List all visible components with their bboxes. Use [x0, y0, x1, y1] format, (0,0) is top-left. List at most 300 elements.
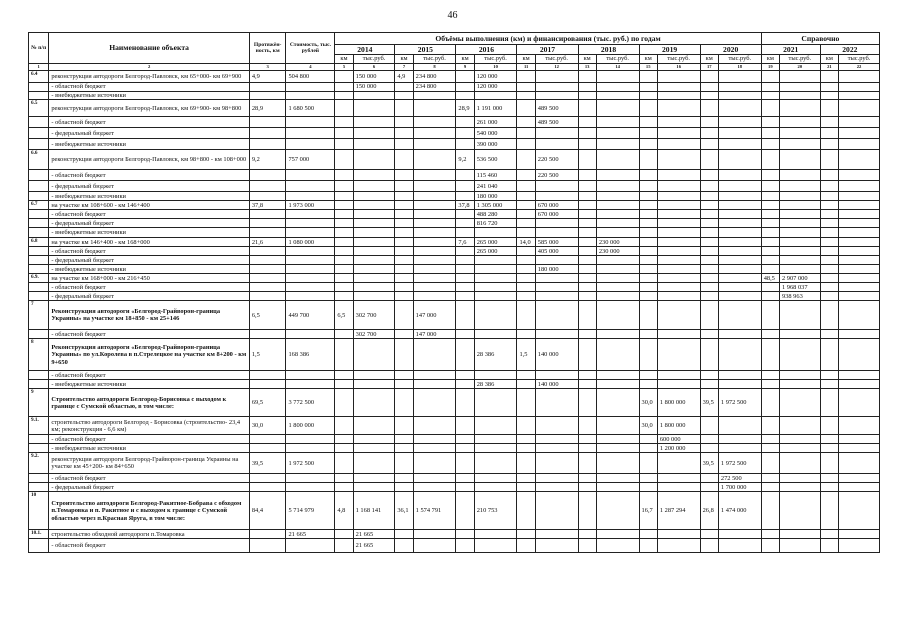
table-row	[29, 83, 880, 92]
value-cell: 150 000	[353, 71, 395, 83]
table-row	[29, 417, 880, 435]
object-name: - федеральный бюджет	[49, 292, 250, 301]
value-cell	[718, 256, 761, 265]
object-name: - внебюджетные источники	[49, 92, 250, 100]
object-name: - областной бюджет	[49, 371, 250, 380]
value-cell	[456, 247, 474, 256]
value-cell	[474, 92, 517, 100]
column-number: 8	[413, 64, 456, 71]
value-cell	[780, 492, 821, 530]
value-cell	[578, 330, 596, 339]
value-cell	[780, 238, 821, 247]
value-cell	[395, 128, 413, 139]
value-cell	[820, 389, 838, 417]
value-cell	[517, 100, 535, 117]
value-cell	[517, 71, 535, 83]
value-cell	[535, 530, 578, 539]
value-cell	[820, 128, 838, 139]
value-cell	[639, 117, 657, 128]
object-name: - областной бюджет	[49, 117, 250, 128]
value-cell	[249, 380, 286, 389]
object-name: - федеральный бюджет	[49, 128, 250, 139]
value-cell	[780, 228, 821, 238]
value-cell	[700, 219, 718, 228]
header-unit-rub-2015: тыс.руб.	[413, 55, 456, 64]
value-cell: 180 000	[474, 192, 517, 201]
value-cell: 1,5	[517, 339, 535, 371]
table-row	[29, 339, 880, 371]
table-row	[29, 492, 880, 530]
row-index	[29, 92, 49, 100]
value-cell	[718, 238, 761, 247]
value-cell	[639, 444, 657, 453]
value-cell	[639, 301, 657, 330]
value-cell	[474, 228, 517, 238]
header-length: Протяжён-ность, км	[249, 33, 286, 64]
value-cell	[413, 92, 456, 100]
page-number: 46	[447, 10, 458, 21]
value-cell	[596, 117, 639, 128]
value-cell	[761, 265, 779, 274]
value-cell	[761, 128, 779, 139]
value-cell	[474, 435, 517, 444]
object-name: Реконструкция автодороги «Белгород-Грайворон-граница Украины» на участке км 18+850 - км 25+146	[49, 301, 250, 330]
value-cell	[353, 210, 395, 219]
value-cell	[596, 181, 639, 192]
value-cell	[413, 192, 456, 201]
header-year-2021: 2021	[761, 45, 820, 55]
value-cell	[335, 117, 353, 128]
value-cell	[761, 389, 779, 417]
value-cell	[413, 238, 456, 247]
row-index	[29, 117, 49, 128]
value-cell	[353, 474, 395, 483]
value-cell	[517, 192, 535, 201]
object-name: - внебюджетные источники	[49, 139, 250, 150]
table-row	[29, 483, 880, 492]
value-cell	[395, 83, 413, 92]
value-cell: 489 500	[535, 117, 578, 128]
value-cell	[335, 150, 353, 170]
value-cell	[517, 247, 535, 256]
value-cell	[413, 139, 456, 150]
value-cell	[639, 150, 657, 170]
value-cell	[578, 417, 596, 435]
value-cell: 1 574 791	[413, 492, 456, 530]
row-index	[29, 256, 49, 265]
value-cell	[657, 283, 700, 292]
value-cell	[839, 474, 880, 483]
value-cell	[700, 150, 718, 170]
value-cell: 28,9	[456, 100, 474, 117]
value-cell	[700, 539, 718, 553]
value-cell	[335, 283, 353, 292]
value-cell	[535, 474, 578, 483]
column-number: 12	[535, 64, 578, 71]
value-cell	[286, 265, 335, 274]
value-cell	[353, 371, 395, 380]
value-cell	[335, 210, 353, 219]
object-name: - федеральный бюджет	[49, 181, 250, 192]
value-cell: 39,5	[700, 453, 718, 474]
value-cell	[249, 219, 286, 228]
value-cell	[353, 283, 395, 292]
value-cell	[335, 170, 353, 181]
object-name: - внебюджетные источники	[49, 380, 250, 389]
value-cell	[820, 380, 838, 389]
header-unit-rub-2022: тыс.руб.	[839, 55, 880, 64]
row-index	[29, 380, 49, 389]
object-name: реконструкция автодороги Белгород-Павловск, км 65+000- км 69+900	[49, 71, 250, 83]
value-cell: 26,8	[700, 492, 718, 530]
value-cell: 37,8	[249, 201, 286, 210]
value-cell	[700, 265, 718, 274]
table-row	[29, 330, 880, 339]
value-cell	[286, 283, 335, 292]
value-cell	[839, 339, 880, 371]
value-cell	[353, 170, 395, 181]
value-cell	[395, 301, 413, 330]
value-cell	[517, 483, 535, 492]
value-cell	[335, 83, 353, 92]
value-cell	[718, 117, 761, 128]
table-row	[29, 228, 880, 238]
value-cell: 1 305 000	[474, 201, 517, 210]
value-cell	[761, 228, 779, 238]
table-row	[29, 100, 880, 117]
value-cell	[700, 301, 718, 330]
value-cell	[780, 201, 821, 210]
value-cell	[335, 219, 353, 228]
column-number: 21	[820, 64, 838, 71]
value-cell: 140 000	[535, 380, 578, 389]
value-cell	[413, 117, 456, 128]
value-cell	[517, 492, 535, 530]
value-cell	[780, 530, 821, 539]
value-cell	[578, 492, 596, 530]
value-cell	[700, 371, 718, 380]
value-cell	[780, 417, 821, 435]
value-cell	[517, 274, 535, 283]
value-cell	[413, 128, 456, 139]
value-cell	[718, 201, 761, 210]
value-cell	[578, 100, 596, 117]
value-cell: 1 972 500	[718, 389, 761, 417]
value-cell	[639, 339, 657, 371]
value-cell	[820, 435, 838, 444]
value-cell	[335, 247, 353, 256]
value-cell	[335, 192, 353, 201]
value-cell	[353, 219, 395, 228]
header-unit-km-2016: км	[456, 55, 474, 64]
object-name: строительство автодороги Белгород - Борисовка (строительство- 23,4 км; реконструкция - 6,6 км)	[49, 417, 250, 435]
value-cell: 1 968 037	[780, 283, 821, 292]
value-cell: 180 000	[535, 265, 578, 274]
value-cell	[820, 530, 838, 539]
header-year-2017: 2017	[517, 45, 578, 55]
value-cell: 6,5	[335, 301, 353, 330]
value-cell	[535, 256, 578, 265]
value-cell	[657, 192, 700, 201]
column-number: 22	[839, 64, 880, 71]
value-cell	[578, 219, 596, 228]
value-cell: 1 800 000	[657, 389, 700, 417]
object-name: - федеральный бюджет	[49, 219, 250, 228]
value-cell	[718, 92, 761, 100]
value-cell	[839, 453, 880, 474]
value-cell	[517, 435, 535, 444]
value-cell	[578, 380, 596, 389]
value-cell	[820, 274, 838, 283]
value-cell: 14,0	[517, 238, 535, 247]
value-cell	[780, 453, 821, 474]
value-cell	[395, 100, 413, 117]
value-cell	[657, 474, 700, 483]
value-cell	[517, 530, 535, 539]
value-cell	[456, 283, 474, 292]
table-row	[29, 389, 880, 417]
value-cell	[639, 201, 657, 210]
value-cell	[517, 83, 535, 92]
value-cell	[395, 417, 413, 435]
value-cell	[761, 444, 779, 453]
column-number: 11	[517, 64, 535, 71]
value-cell	[596, 83, 639, 92]
table-row	[29, 71, 880, 83]
value-cell	[249, 265, 286, 274]
value-cell	[657, 238, 700, 247]
object-name: реконструкция автодороги Белгород-Павловск, км 98+800 - км 108+000	[49, 150, 250, 170]
column-number: 5	[335, 64, 353, 71]
value-cell	[718, 292, 761, 301]
value-cell	[839, 170, 880, 181]
value-cell	[657, 150, 700, 170]
value-cell	[639, 530, 657, 539]
value-cell	[413, 444, 456, 453]
value-cell	[596, 389, 639, 417]
table-row	[29, 530, 880, 539]
value-cell	[578, 92, 596, 100]
value-cell	[820, 492, 838, 530]
value-cell	[395, 483, 413, 492]
value-cell	[700, 83, 718, 92]
value-cell	[353, 247, 395, 256]
value-cell	[820, 150, 838, 170]
value-cell	[839, 274, 880, 283]
value-cell	[820, 139, 838, 150]
value-cell	[578, 265, 596, 274]
value-cell	[718, 150, 761, 170]
value-cell	[639, 71, 657, 83]
value-cell	[761, 181, 779, 192]
value-cell	[780, 117, 821, 128]
value-cell	[517, 371, 535, 380]
row-index	[29, 292, 49, 301]
value-cell	[335, 483, 353, 492]
value-cell	[761, 539, 779, 553]
table-row	[29, 301, 880, 330]
value-cell	[820, 238, 838, 247]
row-index: 6.7	[29, 201, 49, 210]
value-cell	[657, 128, 700, 139]
value-cell	[578, 339, 596, 371]
value-cell	[335, 201, 353, 210]
value-cell	[517, 283, 535, 292]
value-cell	[286, 139, 335, 150]
value-cell	[761, 474, 779, 483]
value-cell	[578, 274, 596, 283]
value-cell	[780, 219, 821, 228]
value-cell	[456, 228, 474, 238]
value-cell	[474, 274, 517, 283]
value-cell	[761, 256, 779, 265]
value-cell	[596, 210, 639, 219]
value-cell	[839, 71, 880, 83]
value-cell	[286, 92, 335, 100]
column-number: 20	[780, 64, 821, 71]
value-cell: 757 000	[286, 150, 335, 170]
value-cell	[780, 265, 821, 274]
value-cell: 816 720	[474, 219, 517, 228]
value-cell	[839, 92, 880, 100]
value-cell	[596, 417, 639, 435]
value-cell	[249, 435, 286, 444]
value-cell	[820, 117, 838, 128]
value-cell	[839, 139, 880, 150]
value-cell	[249, 330, 286, 339]
value-cell: 21,6	[249, 238, 286, 247]
value-cell	[535, 71, 578, 83]
value-cell	[249, 371, 286, 380]
value-cell	[839, 389, 880, 417]
value-cell	[639, 170, 657, 181]
value-cell	[700, 474, 718, 483]
value-cell	[780, 92, 821, 100]
value-cell	[639, 380, 657, 389]
value-cell	[413, 389, 456, 417]
value-cell	[718, 371, 761, 380]
value-cell	[413, 292, 456, 301]
value-cell	[718, 192, 761, 201]
value-cell	[456, 128, 474, 139]
value-cell	[353, 92, 395, 100]
object-name: Строительство автодороги Белгород-Ракитное-Бобрава с обходом п.Томаровка и п. Ракитное и с выходом к границе с Сумской областью через п.Красная Яруга, в том числе:	[49, 492, 250, 530]
value-cell	[535, 389, 578, 417]
value-cell	[335, 139, 353, 150]
value-cell	[639, 219, 657, 228]
value-cell	[395, 92, 413, 100]
table-row	[29, 117, 880, 128]
value-cell	[578, 483, 596, 492]
header-unit-rub-2014: тыс.руб.	[353, 55, 395, 64]
value-cell	[456, 417, 474, 435]
value-cell	[413, 483, 456, 492]
value-cell	[474, 483, 517, 492]
value-cell	[639, 181, 657, 192]
value-cell	[820, 83, 838, 92]
value-cell: 302 700	[353, 301, 395, 330]
value-cell	[413, 201, 456, 210]
value-cell	[596, 483, 639, 492]
value-cell	[639, 283, 657, 292]
value-cell: 21 665	[353, 539, 395, 553]
value-cell	[395, 339, 413, 371]
row-index	[29, 444, 49, 453]
value-cell	[780, 339, 821, 371]
value-cell	[535, 292, 578, 301]
value-cell	[839, 192, 880, 201]
value-cell	[353, 192, 395, 201]
value-cell	[820, 181, 838, 192]
value-cell	[578, 150, 596, 170]
object-name: Реконструкция автодороги «Белгород-Грайворон-граница Украины» по ул.Королева в п.Стрелецкое на участке км 8+200 - км 9+650	[49, 339, 250, 371]
value-cell	[700, 139, 718, 150]
value-cell	[761, 117, 779, 128]
value-cell: 150 000	[353, 83, 395, 92]
value-cell	[395, 474, 413, 483]
value-cell	[839, 181, 880, 192]
row-index: 10	[29, 492, 49, 530]
column-number: 3	[249, 64, 286, 71]
value-cell	[353, 265, 395, 274]
value-cell	[249, 256, 286, 265]
value-cell	[657, 117, 700, 128]
value-cell	[456, 139, 474, 150]
value-cell	[820, 483, 838, 492]
value-cell	[596, 330, 639, 339]
value-cell	[456, 444, 474, 453]
value-cell: 1 191 000	[474, 100, 517, 117]
table-row	[29, 474, 880, 483]
value-cell	[335, 474, 353, 483]
value-cell	[286, 292, 335, 301]
value-cell	[839, 435, 880, 444]
value-cell	[761, 435, 779, 444]
row-index	[29, 139, 49, 150]
value-cell	[249, 539, 286, 553]
header-index: № п/п	[29, 33, 49, 64]
header-unit-rub-2018: тыс.руб.	[596, 55, 639, 64]
header-year-2020: 2020	[700, 45, 761, 55]
financing-table	[28, 32, 880, 553]
header-unit-rub-2021: тыс.руб.	[780, 55, 821, 64]
object-name: - областной бюджет	[49, 435, 250, 444]
value-cell	[335, 435, 353, 444]
row-index: 6.9.	[29, 274, 49, 283]
value-cell	[700, 128, 718, 139]
value-cell	[700, 247, 718, 256]
value-cell	[578, 71, 596, 83]
table-row	[29, 210, 880, 219]
value-cell	[596, 435, 639, 444]
value-cell	[639, 539, 657, 553]
value-cell	[780, 539, 821, 553]
value-cell	[249, 139, 286, 150]
value-cell	[249, 192, 286, 201]
value-cell	[395, 274, 413, 283]
value-cell	[535, 139, 578, 150]
value-cell	[249, 274, 286, 283]
value-cell	[535, 417, 578, 435]
header-object-name: Наименование объекта	[49, 33, 250, 64]
row-index	[29, 83, 49, 92]
value-cell	[820, 247, 838, 256]
object-name: - областной бюджет	[49, 474, 250, 483]
value-cell	[286, 247, 335, 256]
value-cell	[761, 150, 779, 170]
value-cell: 39,5	[249, 453, 286, 474]
value-cell	[456, 301, 474, 330]
